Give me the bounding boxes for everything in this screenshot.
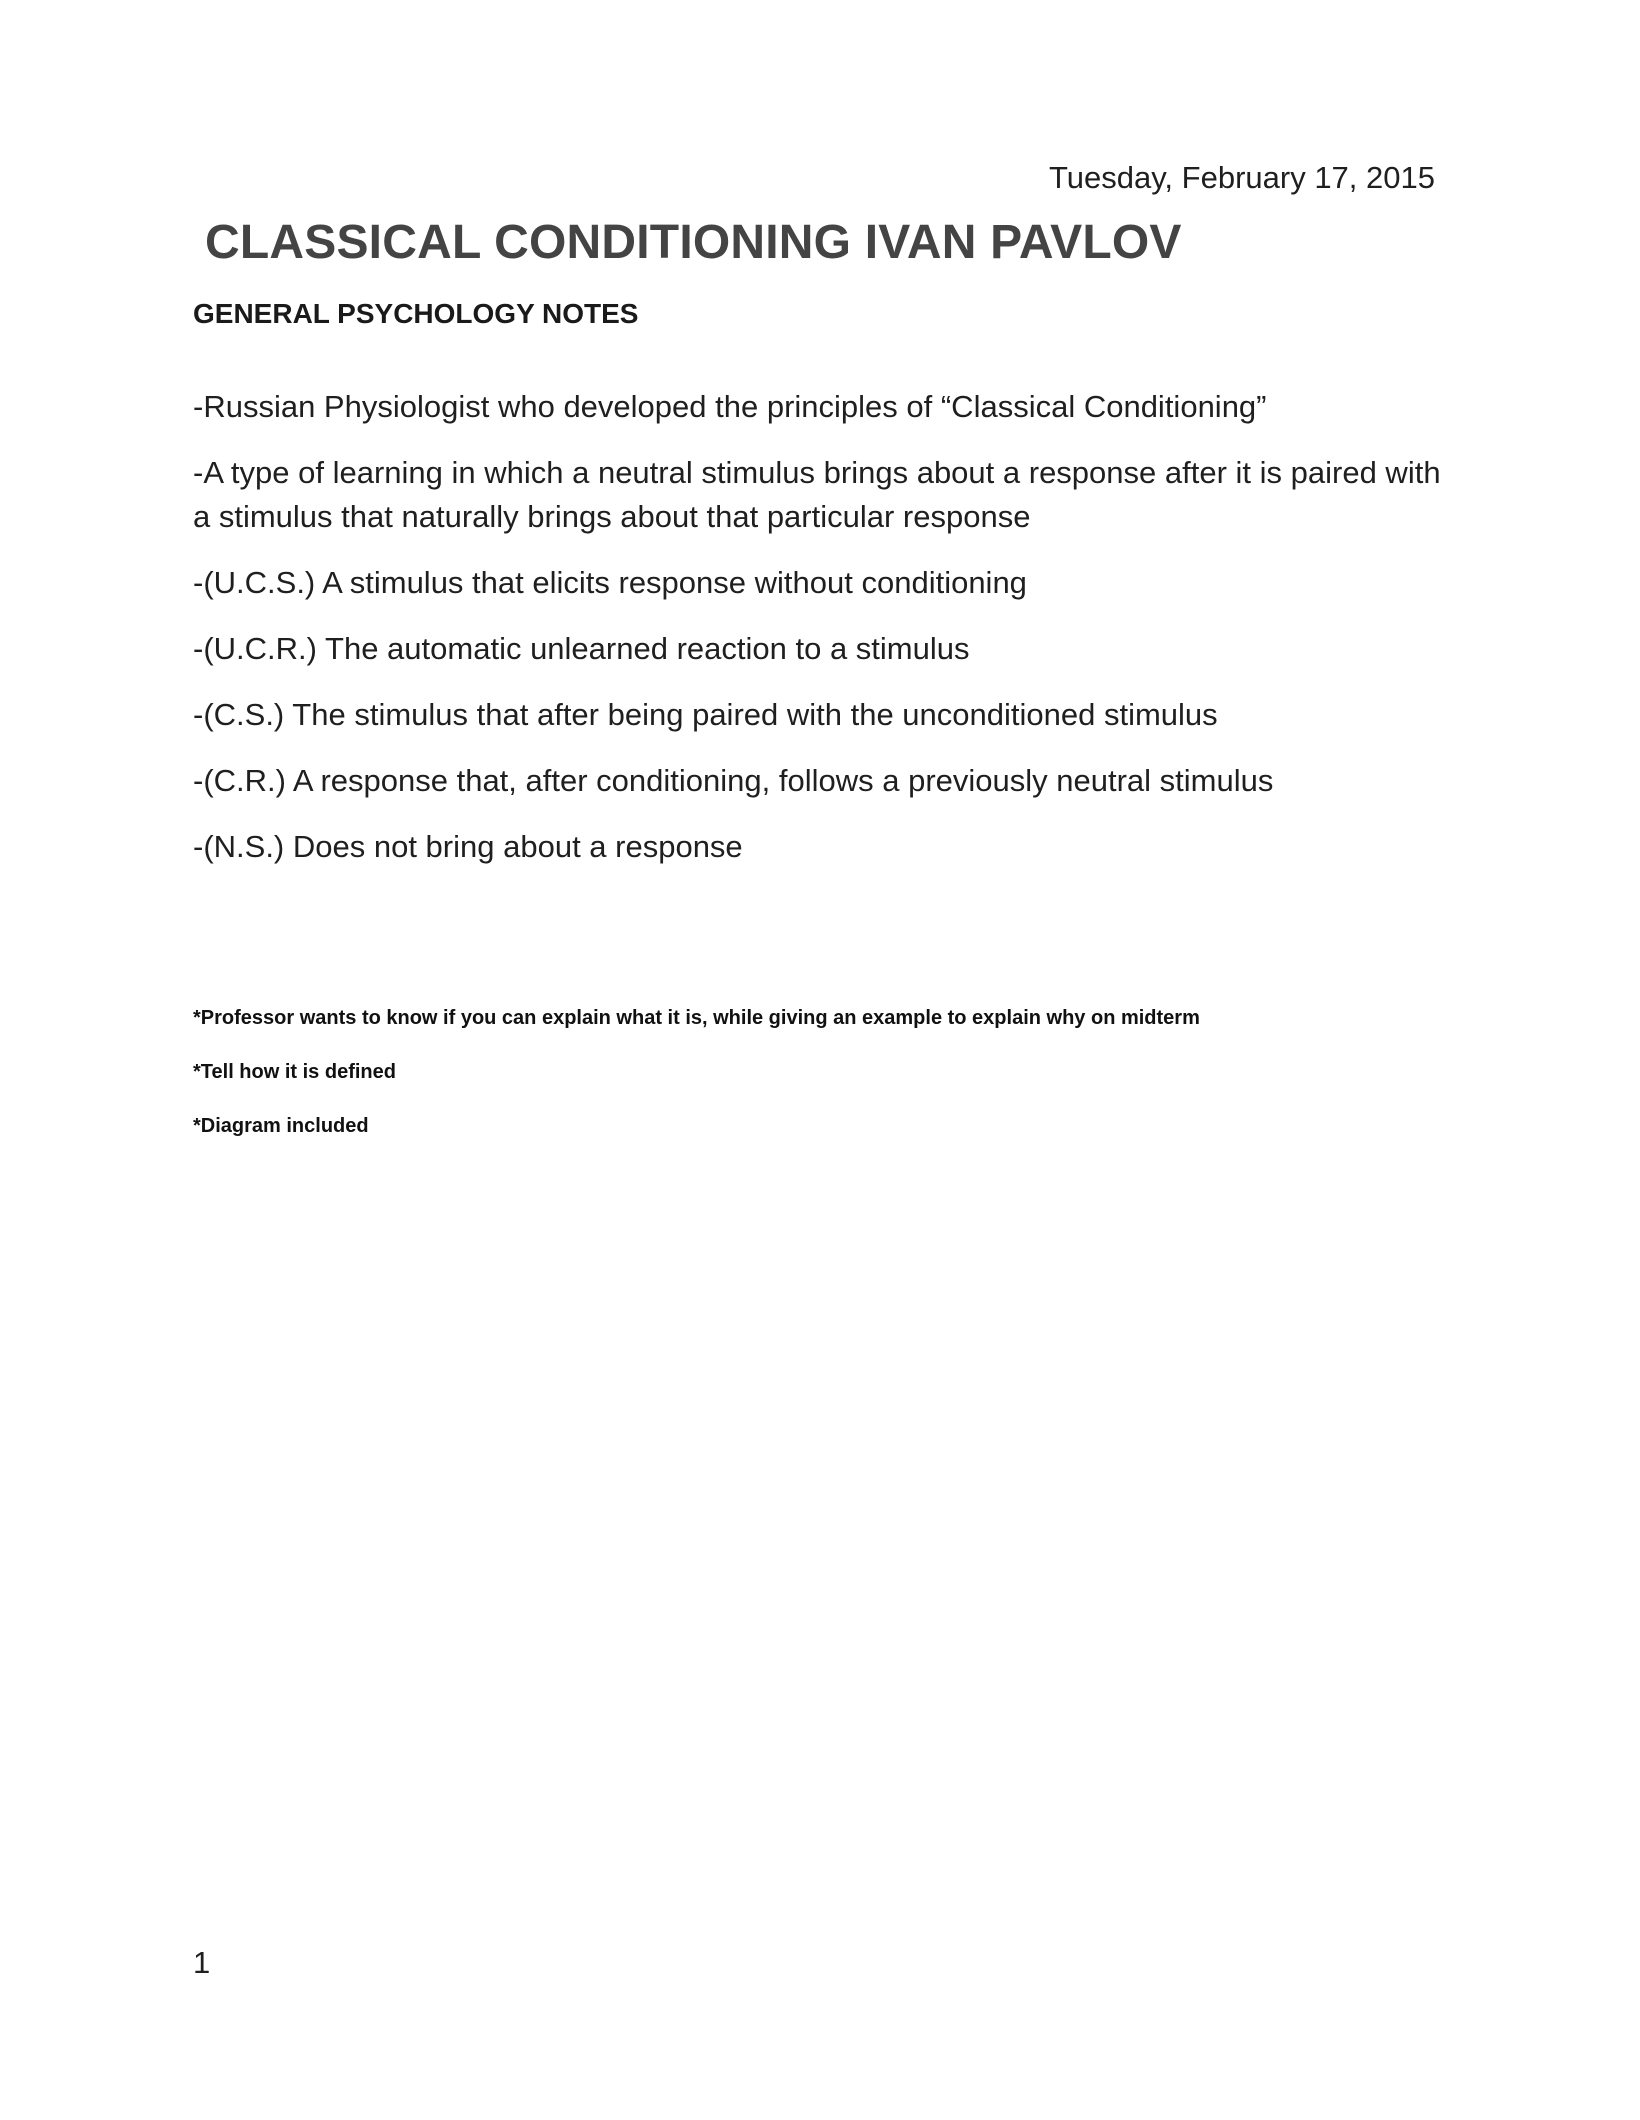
note-item: -A type of learning in which a neutral stimulus brings about a response after it is paired with a stimulus that naturally brings about that particular response (193, 455, 1441, 534)
notes-list (193, 385, 1453, 891)
reminders-list (193, 1005, 1200, 1167)
reminder-item: *Diagram included (193, 1115, 369, 1137)
note-item: -(C.R.) A response that, after conditioning, follows a previously neutral stimulus (193, 763, 1274, 798)
page-subtitle: GENERAL PSYCHOLOGY NOTES (193, 298, 639, 329)
note-item: -Russian Physiologist who developed the principles of “Classical Conditioning” (193, 389, 1267, 424)
note-item: -(N.S.) Does not bring about a response (193, 829, 743, 864)
reminder-item: *Professor wants to know if you can explain what it is, while giving an example to explain why on midterm (193, 1007, 1200, 1029)
note-item: -(U.C.R.) The automatic unlearned reaction to a stimulus (193, 631, 970, 666)
note-item: -(C.S.) The stimulus that after being paired with the unconditioned stimulus (193, 697, 1218, 732)
note-date: Tuesday, February 17, 2015 (1048, 160, 1435, 195)
reminder-item: *Tell how it is defined (193, 1061, 396, 1083)
page-title: CLASSICAL CONDITIONING IVAN PAVLOV (205, 216, 1182, 269)
page-number: 1 (193, 1945, 211, 1980)
note-item: -(U.C.S.) A stimulus that elicits response without conditioning (193, 565, 1027, 600)
